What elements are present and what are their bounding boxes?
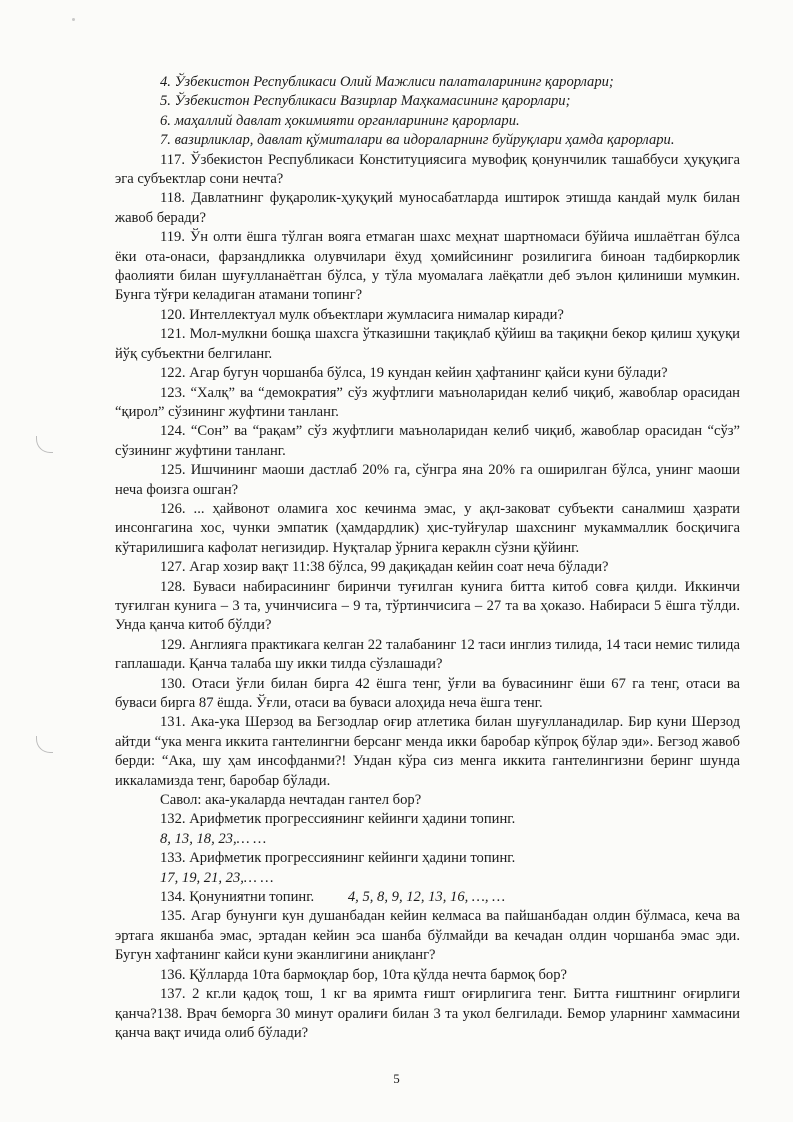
sequence-134: 4, 5, 8, 9, 12, 13, 16, …, … [347,889,506,906]
question-126: 126. ... ҳайвонот оламига хос кечинма эмас, у ақл-заковат субъекти саналмиш ҳазрати инсонгагина хос, чунки эмпатик (ҳамдардлик) ҳис-туйғулар шахснинг мукаммаллик босқичига кўтарилишига кафолат негизидир. Нуқталар ўрнига кераклн сўзни қўйинг. [115,500,740,556]
question-123: 123. “Халқ” ва “демократия” сўз жуфтлиги маъноларидан келиб чиқиб, жавоблар орасидан “қирол” сўзининг жуфтини танланг. [115,384,740,420]
question-119: 119. Ўн олти ёшга тўлган вояга етмаган шахс меҳнат шартномаси бўйича ишлаётган бўлса ёки ота-онаси, фарзандликка олувчилари ёхуд ҳомийсининг розилигига биноан тадбиркорлик фаолияти билан шуғулланаётган бўлса, у тўла муомалага лаёқатли деб эълон қилиниши мумкин. Бунга тўғри келадиган атамани топинг? [115,229,740,304]
list-item: 4. Ўзбекистон Республикаси Олий Мажлиси палаталарининг қарорлари; [160,74,614,90]
question-134 [115,888,740,907]
question-131-question: Савол: ака-укаларда нечтадан гантел бор? [160,792,422,809]
sequence-133: 17, 19, 21, 23,… … [160,869,274,886]
question-134-text: 134. Қонуниятни топинг. [160,889,315,906]
question-125: 125. Ишчининг маоши дастлаб 20% га, сўнгра яна 20% га оширилган бўлса, унинг маоши неча фоизга ошган? [115,462,740,498]
question-120: 120. Интеллектуал мулк объектлари жумласига нималар киради? [160,306,564,323]
question-121: 121. Мол-мулкни бошқа шахсга ўтказишни тақиқлаб қўйиш ва тақиқни бекор қилиш ҳуқуқи йўқ субъектни белгиланг. [115,326,740,362]
question-122: 122. Агар бугун чоршанба бўлса, 19 кундан кейин ҳафтанинг қайси куни бўлади? [160,365,668,382]
document-body [115,73,740,1043]
binder-hole-mark [36,736,53,753]
question-131: 131. Ака-ука Шерзод ва Бегзодлар оғир атлетика билан шуғулланадилар. Бир куни Шерзод айтди “ука менга иккита гантелингни берсанг менда икки баробар кўпроқ бўлар эди». Бегзод жавоб берди: “Ака, шу ҳам инсофданми?! Ундан кўра сиз менга иккита гантелингизни беринг шунда иккаламизда тенг, баробар бўлади. [115,714,740,789]
question-129: 129. Англияга практикага келган 22 талабанинг 12 таси инглиз тилида, 14 таси немис тилида гаплашади. Қанча талаба шу икки тилда сўзлашади? [115,636,740,673]
question-135: 135. Агар бунунги кун душанбадан кейин келмаса ва пайшанбадан олдин бўлмаса, кеча ва эртага якшанба эмас, эртадан кейин эса шанба бўлмайди ва кечадан олдин чоршанба эмас эди. Бугун хафтанинг кайси куни эканлигини аниқланг? [115,908,740,964]
list-item: 5. Ўзбекистон Республикаси Вазирлар Маҳкамасининг қарорлари; [160,93,571,110]
question-128: 128. Буваси набирасининг биринчи туғилган кунига битта китоб совға қилди. Иккинчи туғилган кунига – 3 та, учинчисига – 9 та, тўртинчисига – 27 та ва ҳоказо. Набираси 5 ёшга тўлди. Унда қанча китоб бўлди? [115,578,740,634]
sequence-132: 8, 13, 18, 23,… … [160,830,267,847]
question-130: 130. Отаси ўғли билан бирга 42 ёшга тенг, ўғли ва бувасининг ёши 67 га тенг, отаси ва буваси бирга 87 ёшда. Ўғли, отаси ва буваси алоҳида неча ёшга тенг. [115,675,740,711]
page-number: 5 [393,1071,400,1086]
question-133: 133. Арифметик прогрессиянинг кейинги ҳадини топинг. [160,850,516,867]
scan-speck [72,18,75,21]
question-118: 118. Давлатнинг фуқаролик-ҳуқуқий муносабатларда иштирок этишда кандай мулк билан жавоб беради? [115,190,740,226]
question-117: 117. Ўзбекистон Республикаси Конституциясига мувофиқ қонунчилик ташаббуси ҳуқуқига эга субъектлар сони нечта? [115,151,740,188]
question-127: 127. Агар хозир вақт 11:38 бўлса, 99 дақиқадан кейин соат неча бўлади? [160,559,609,576]
question-124: 124. “Сон” ва “рақам” сўз жуфтлиги маъноларидан келиб чиқиб, жавоблар орасидан “сўз” сўзининг жуфтини танланг. [115,423,740,459]
binder-hole-mark [36,436,53,453]
question-132: 132. Арифметик прогрессиянинг кейинги ҳадини топинг. [160,811,516,828]
list-item: 7. вазирликлар, давлат қўмиталари ва идораларнинг буйруқлари ҳамда қарорлари. [160,132,675,149]
list-item: 6. маҳаллий давлат ҳокимияти органларининг қарорлари. [160,112,520,129]
question-136: 136. Қўлларда 10та бармоқлар бор, 10та қўлда нечта бармоқ бор? [160,966,568,983]
question-137: 137. 2 кг.ли қадоқ тош, 1 кг ва яримта ғишт оғирлигига тенг. Битта ғиштнинг оғирлиги қанча?138. Врач беморга 30 минут оралиғи билан 3 та укол белгилади. Бемор уларнинг хаммасини қанча вақт ичида олиб бўлади? [115,986,740,1041]
